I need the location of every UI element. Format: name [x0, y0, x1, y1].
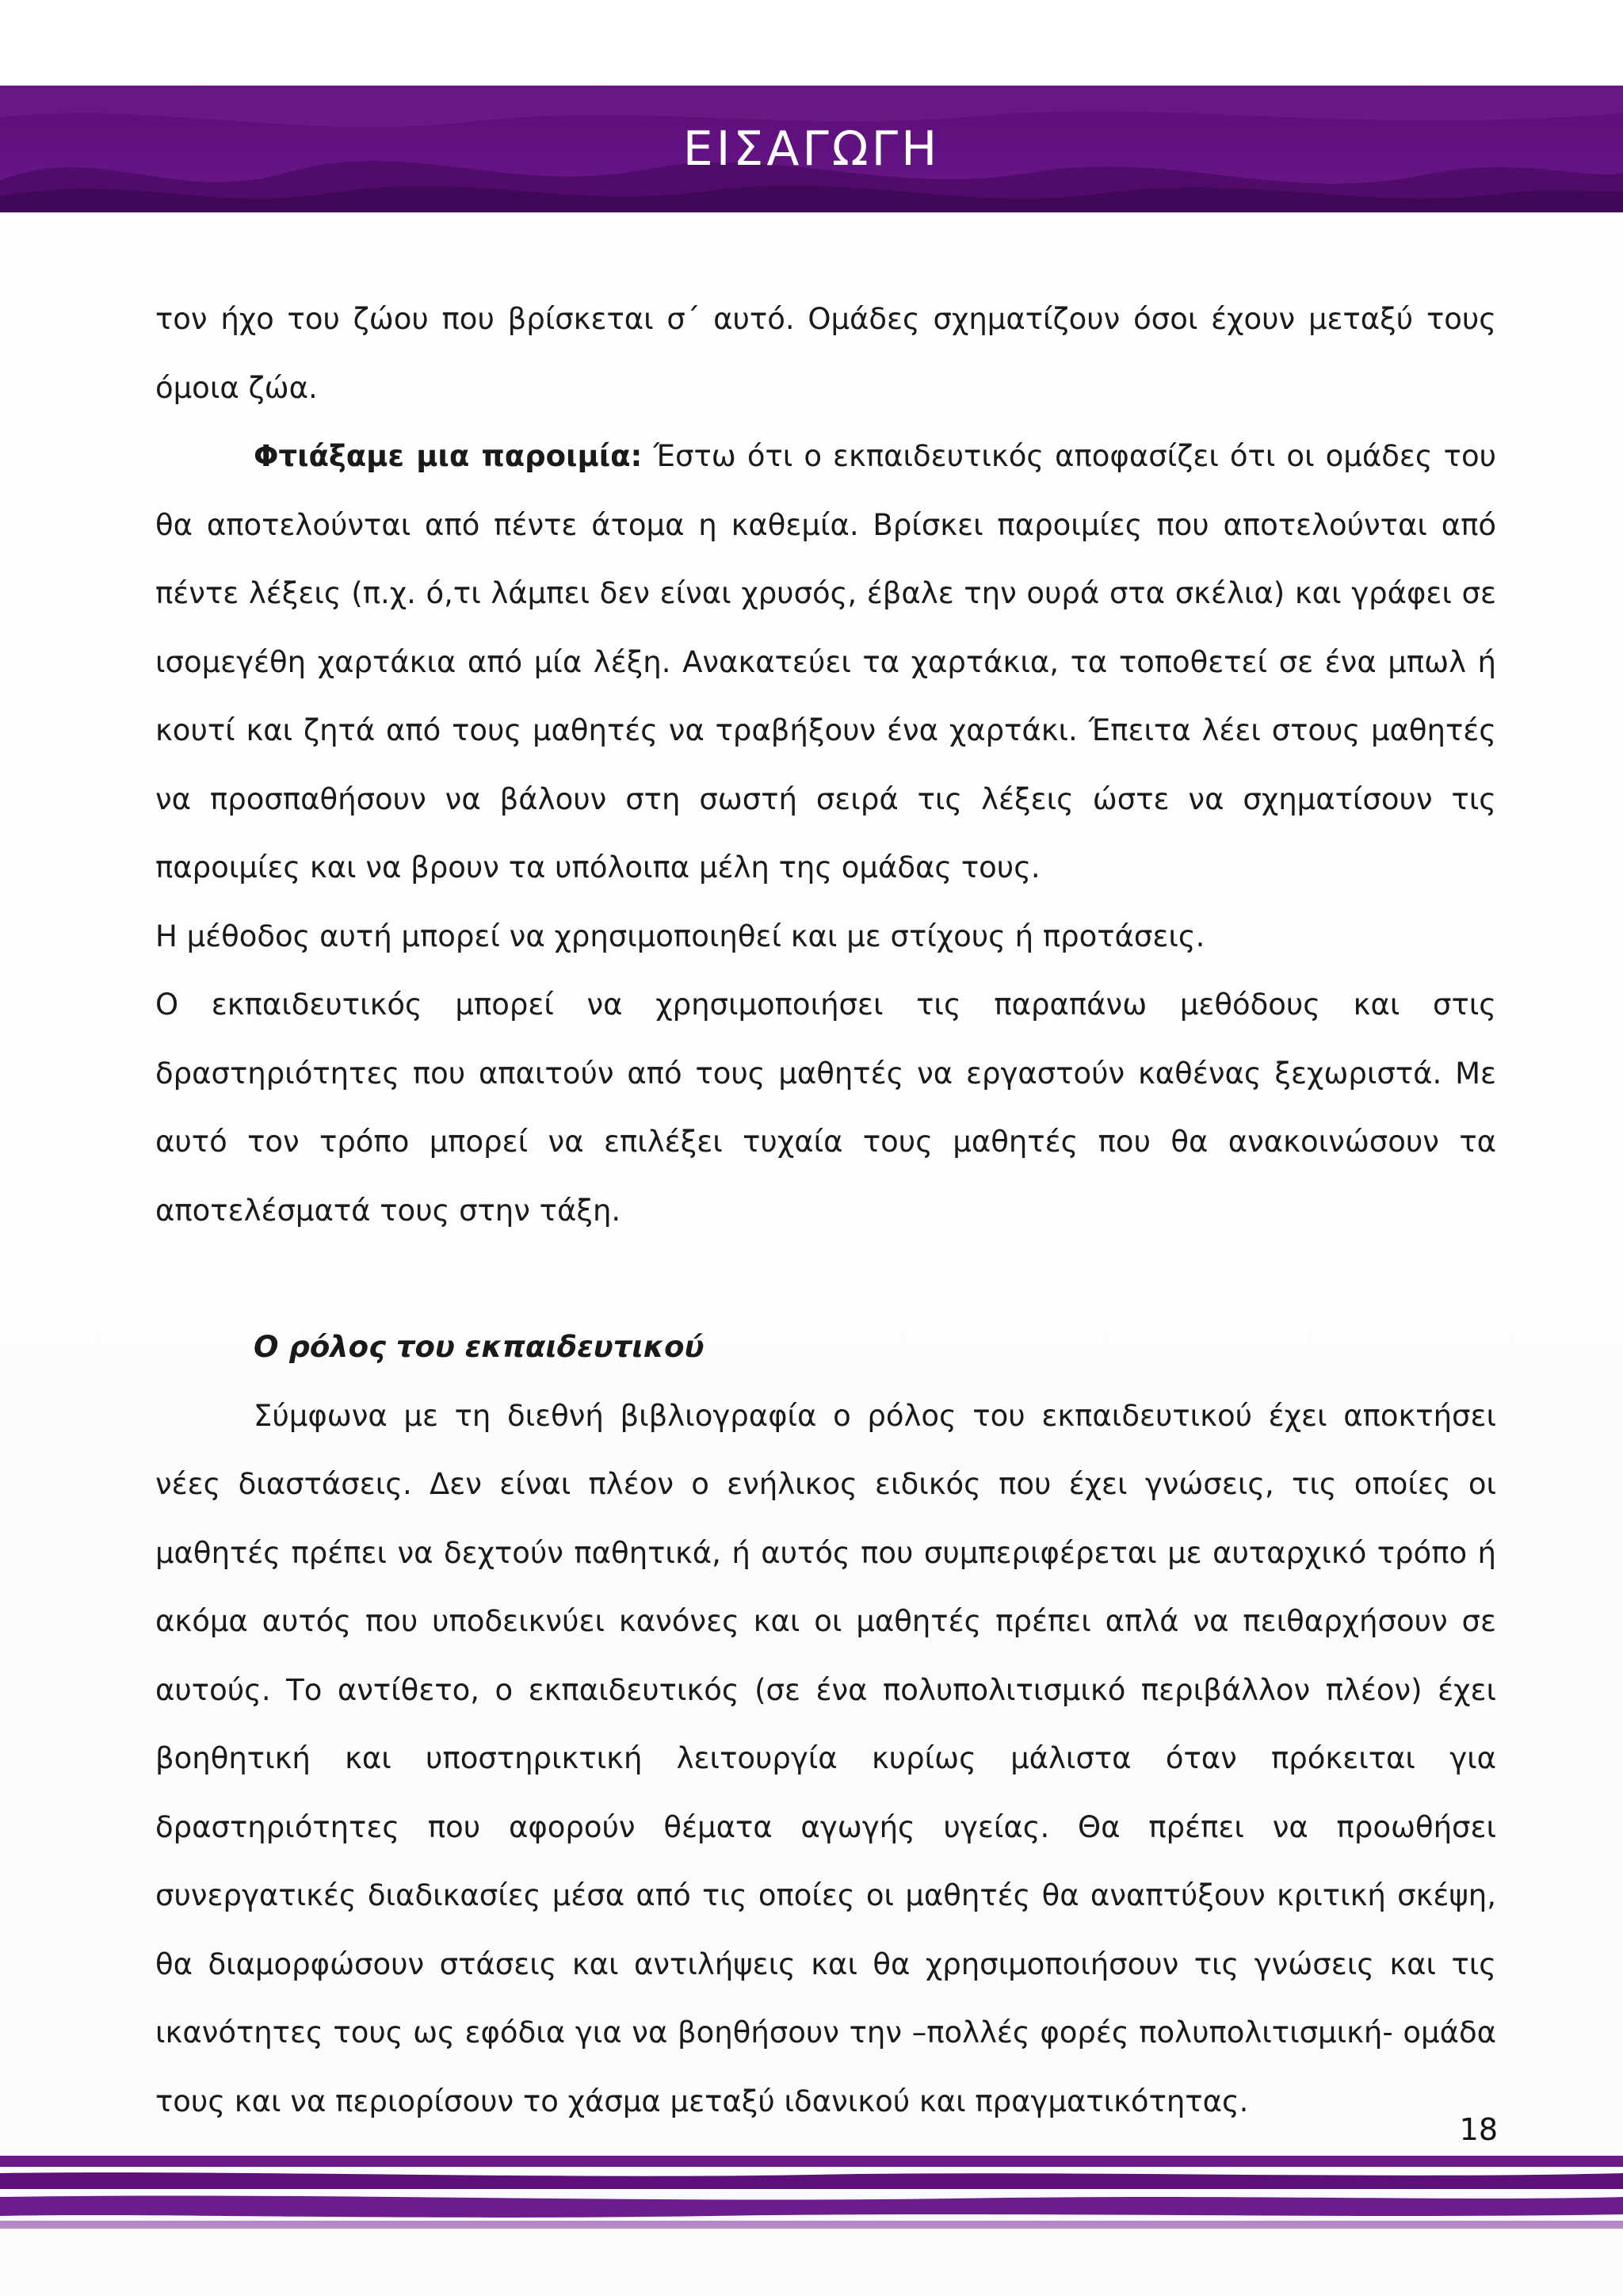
paragraph-proverb-method [155, 422, 1496, 903]
section-heading: Ο ρόλος του εκπαιδευτικού [254, 1330, 705, 1364]
footer-decoration [0, 2156, 1623, 2235]
document-body [155, 285, 1496, 2136]
paragraph-teacher-role: Σύμφωνα με τη διεθνή βιβλιογραφία ο ρόλος του εκπαιδευτικού έχει αποκτήσει νέες διαστάσεις. Δεν είναι πλέον ο ενήλικος ειδικός που έχει γνώσεις, τις οποίες οι μαθητές πρέπει να δεχτούν παθητικά, ή αυτός που συμπεριφέρεται με αυταρχικό τρόπο ή ακόμα αυτός που υποδεικνύει κανόνες και οι μαθητές πρέπει απλά να πειθαρχήσουν σε αυτούς. Το αντίθετο, ο εκπαιδευτικός (σε ένα πολυπολιτισμικό περιβάλλον πλέον) έχει βοηθητική και υποστηρικτική λειτουργία κυρίως μάλιστα όταν πρόκειται για δραστηριότητες που αφορούν θέματα αγωγής υγείας. Θα πρέπει να προωθήσει συνεργατικές διαδικασίες μέσα από τις οποίες οι μαθητές θα αναπτύξουν κριτική σκέψη, θα διαμορφώσουν στάσεις και αντιλήψεις και θα χρησιμοποιήσουν τις γνώσεις και τις ικανότητες τους ως εφόδια για να βοηθήσουν την –πολλές φορές πολυπολιτισμική- ομάδα τους και να περιορίσουν το χάσμα μεταξύ ιδανικού και πραγματικότητας. [155, 1398, 1496, 2118]
page-number: 18 [1459, 2112, 1498, 2147]
spacer [155, 1245, 1496, 1313]
footer-stripes-graphic [0, 2156, 1623, 2235]
paragraph-method-variant: Η μέθοδος αυτή μπορεί να χρησιμοποιηθεί και με στίχους ή προτάσεις. [155, 919, 1205, 953]
paragraph-continuation: τον ήχο του ζώου που βρίσκεται σ΄ αυτό. Ομάδες σχηματίζουν όσοι έχουν μεταξύ τους όμοια ζώα. [155, 302, 1496, 405]
page-title: ΕΙΣΑΓΩΓΗ [682, 121, 941, 177]
proverb-method-label: Φτιάξαμε μια παροιμία: [254, 439, 643, 473]
proverb-method-text: Έστω ότι ο εκπαιδευτικός αποφασίζει ότι οι ομάδες του θα αποτελούνται από πέντε άτομα η καθεμία. Βρίσκει παροιμίες που αποτελούνται από πέντε λέξεις (π.χ. ό,τι λάμπει δεν είναι χρυσός, έβαλε την ουρά στα σκέλια) και γράφει σε ισομεγέθη χαρτάκια από μία λέξη. Ανακατεύει τα χαρτάκια, τα τοποθετεί σε ένα μπωλ ή κουτί και ζητά από τους μαθητές να τραβήξουν ένα χαρτάκι. Έπειτα λέει στους μαθητές να προσπαθήσουν να βάλουν στη σωστή σειρά τις λέξεις ώστε να σχηματίσουν τις παροιμίες και να βρουν τα υπόλοιπα μέλη της ομάδας τους. [155, 439, 1496, 884]
paragraph-individual-activities: Ο εκπαιδευτικός μπορεί να χρησιμοποιήσει τις παραπάνω μεθόδους και στις δραστηριότητες που απαιτούν από τους μαθητές να εργαστούν καθένας ξεχωριστά. Με αυτό τον τρόπο μπορεί να επιλέξει τυχαία τους μαθητές που θα ανακοινώσουν τα αποτελέσματά τους στην τάξη. [155, 988, 1496, 1228]
